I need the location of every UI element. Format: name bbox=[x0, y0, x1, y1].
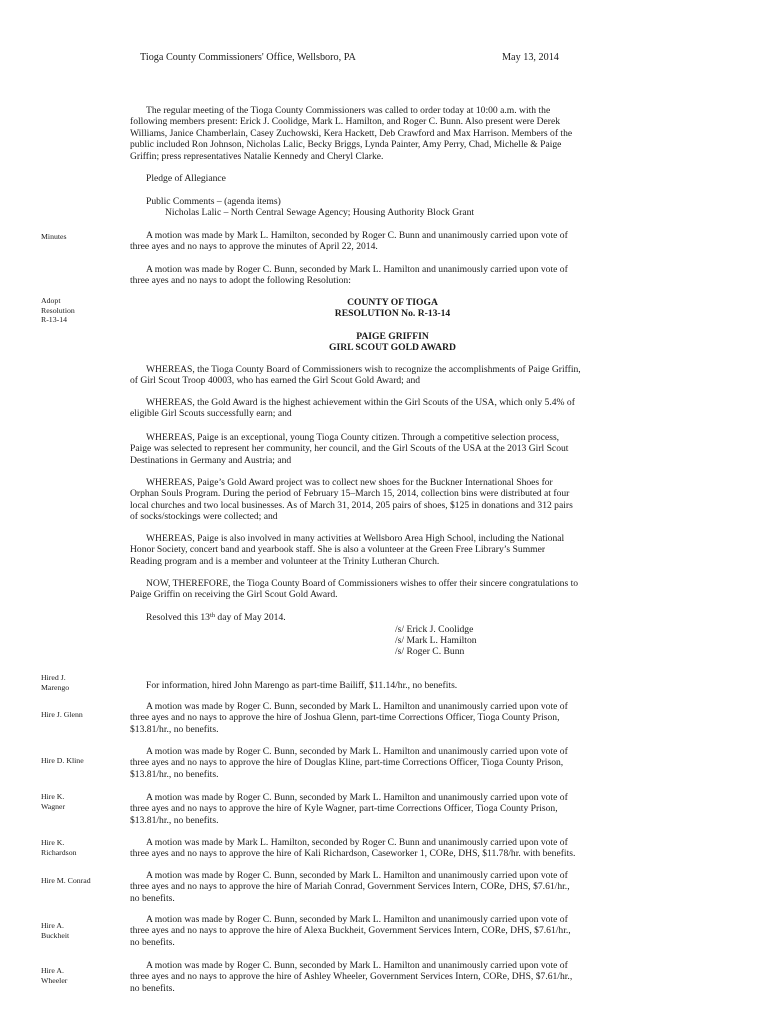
adopt-motion bbox=[130, 264, 655, 287]
resolution-number: RESOLUTION No. R-13-14 bbox=[334, 308, 451, 319]
hire-entry bbox=[130, 870, 655, 904]
resolution-honoree: PAIGE GRIFFIN bbox=[356, 331, 429, 342]
margin-label-line: Hire K. bbox=[41, 838, 65, 847]
motion-line: A motion was made by Roger C. Bunn, seconded by Mark L. Hamilton and unanimously carried upon vote of bbox=[146, 914, 568, 925]
signature-line: /s/ Roger C. Bunn bbox=[395, 646, 465, 657]
margin-label-hire bbox=[41, 792, 121, 811]
motion-line: A motion was made by Roger C. Bunn, seconded by Mark L. Hamilton and unanimously carried upon vote of bbox=[146, 746, 568, 757]
whereas-clause bbox=[130, 533, 655, 567]
margin-label-hire bbox=[41, 966, 121, 985]
intro-line: following members present: Erick J. Coolidge, Mark L. Hamilton, and Roger C. Bunn. Also present were Derek bbox=[130, 116, 561, 128]
hire-entry bbox=[130, 746, 655, 780]
margin-label-line: Wheeler bbox=[41, 975, 68, 985]
clause-line: WHEREAS, Paige’s Gold Award project was to collect new shoes for the Buckner International Shoes for bbox=[146, 477, 553, 488]
clause-line: eligible Girl Scouts successfully earn; and bbox=[130, 408, 292, 420]
margin-label-line: Resolution bbox=[41, 305, 75, 315]
margin-label-line: Wagner bbox=[41, 801, 66, 811]
motion-line: no benefits. bbox=[130, 936, 175, 948]
public-comments-detail: Nicholas Lalic – North Central Sewage Agency; Housing Authority Block Grant bbox=[165, 207, 475, 218]
margin-label-line: Hire D. Kline bbox=[41, 756, 84, 765]
intro-line: public included Ron Johnson, Nicholas Lalic, Becky Briggs, Lynda Painter, Amy Perry, Chad, Michelle & Paige bbox=[130, 139, 562, 151]
motion-line: A motion was made by Roger C. Bunn, seconded by Mark L. Hamilton and unanimously carried upon vote of bbox=[146, 701, 568, 712]
clause-line: Destinations in Germany and Austria; and bbox=[130, 454, 292, 466]
clause-line: of Girl Scout Troop 40003, who has earned the Girl Scout Gold Award; and bbox=[130, 375, 421, 387]
clause-line: WHEREAS, Paige is also involved in many activities at Wellsboro Area High School, including the National bbox=[146, 533, 565, 544]
hire-entry bbox=[130, 792, 655, 826]
motion-line: A motion was made by Mark L. Hamilton, seconded by Roger C. Bunn and unanimously carried upon vote of bbox=[146, 230, 568, 241]
margin-label-minutes: Minutes bbox=[41, 232, 67, 241]
motion-line: three ayes and no nays to approve the hire of Ashley Wheeler, Government Services Intern, CORe, DHS, $7.61/hr., bbox=[130, 971, 573, 983]
hire-entry bbox=[130, 680, 655, 691]
margin-label-hire bbox=[41, 710, 121, 720]
margin-label-hire bbox=[41, 921, 121, 940]
clause-line: Reading program and is a member and volunteer at the Trinity Lutheran Church. bbox=[130, 555, 440, 567]
motion-line: $13.81/hr., no benefits. bbox=[130, 814, 219, 826]
motion-line: A motion was made by Roger C. Bunn, seconded by Mark L. Hamilton and unanimously carried upon vote of bbox=[146, 960, 568, 971]
intro-line: Williams, Janice Chamberlain, Casey Zuchowski, Kera Hackett, Deb Crawford and Max Harrison. Members of the bbox=[130, 127, 573, 139]
margin-label-line: Hire A. bbox=[41, 921, 64, 930]
whereas-clause bbox=[130, 364, 655, 387]
margin-label-line: Marengo bbox=[41, 682, 70, 692]
motion-line: A motion was made by Roger C. Bunn, seconded by Mark L. Hamilton and unanimously carried upon vote of bbox=[146, 264, 568, 275]
motion-line: three ayes and no nays to approve the hire of Kyle Wagner, part-time Corrections Officer, Tioga County Prison, bbox=[130, 803, 558, 815]
margin-label-hire bbox=[41, 673, 121, 692]
signature-line: /s/ Erick J. Coolidge bbox=[395, 624, 474, 635]
hire-entry bbox=[130, 837, 655, 860]
resolved-line bbox=[146, 612, 286, 623]
margin-label-line: Hired J. bbox=[41, 673, 66, 682]
clause-line: WHEREAS, the Gold Award is the highest achievement within the Girl Scouts of the USA, which only 5.4% of bbox=[146, 397, 575, 408]
whereas-clause bbox=[130, 477, 655, 523]
motion-line: For information, hired John Marengo as part-time Bailiff, $11.14/hr., no benefits. bbox=[146, 680, 458, 691]
margin-label-line: Adopt bbox=[41, 296, 61, 305]
therefore-clause bbox=[130, 578, 655, 601]
public-comments-title: Public Comments – (agenda items) bbox=[146, 196, 281, 207]
pledge-line: Pledge of Allegiance bbox=[146, 173, 226, 184]
motion-line: $13.81/hr., no benefits. bbox=[130, 768, 219, 780]
whereas-clause bbox=[130, 397, 655, 420]
intro-paragraph bbox=[130, 105, 655, 162]
clause-line: local churches and two local businesses. As of March 31, 2014, 205 pairs of shoes, $125 in donations and 312 pairs bbox=[130, 499, 573, 511]
intro-line: The regular meeting of the Tioga County Commissioners was called to order today at 10:00 a.m. with the bbox=[146, 105, 551, 116]
resolved-ordinal: th bbox=[209, 612, 216, 619]
motion-line: three ayes and no nays to adopt the following Resolution: bbox=[130, 275, 351, 287]
margin-label-hire bbox=[41, 756, 121, 766]
motion-line: three ayes and no nays to approve the minutes of April 22, 2014. bbox=[130, 241, 378, 253]
clause-line: WHEREAS, Paige is an exceptional, young Tioga County citizen. Through a competitive selection process, bbox=[146, 432, 560, 443]
motion-line: three ayes and no nays to approve the hire of Kali Richardson, Caseworker 1, CORe, DHS, $11.78/hr. with benefits. bbox=[130, 848, 576, 860]
resolution-county: COUNTY OF TIOGA bbox=[347, 297, 438, 308]
motion-line: A motion was made by Mark L. Hamilton, seconded by Roger C. Bunn and unanimously carried upon vote of bbox=[146, 837, 568, 848]
hire-entry bbox=[130, 701, 655, 735]
clause-line: NOW, THEREFORE, the Tioga County Board of Commissioners wishes to offer their sincere congratulations to bbox=[146, 578, 579, 589]
motion-line: three ayes and no nays to approve the hire of Douglas Kline, part-time Corrections Officer, Tioga County Prison, bbox=[130, 757, 564, 769]
resolved-text: Resolved this 13 bbox=[146, 612, 210, 623]
intro-line: Griffin; press representatives Natalie Kennedy and Cheryl Clarke. bbox=[130, 150, 384, 162]
margin-label-line: Hire J. Glenn bbox=[41, 710, 83, 719]
clause-line: Paige was selected to represent her community, her council, and the Girl Scouts of the USA at the 2013 Girl Scout bbox=[130, 443, 569, 455]
clause-line: Paige Griffin on receiving the Girl Scout Gold Award. bbox=[130, 589, 338, 601]
whereas-clause bbox=[130, 432, 655, 466]
header-date: May 13, 2014 bbox=[502, 52, 559, 63]
clause-line: WHEREAS, the Tioga County Board of Commissioners wish to recognize the accomplishments of Paige Griffin, bbox=[146, 364, 581, 375]
motion-line: no benefits. bbox=[130, 982, 175, 994]
margin-label-hire bbox=[41, 838, 121, 857]
margin-label-line: Hire M. Conrad bbox=[41, 876, 91, 885]
resolved-text: day of May 2014. bbox=[215, 612, 286, 623]
margin-label-line: Richardson bbox=[41, 847, 77, 857]
margin-label-hire bbox=[41, 876, 121, 886]
signature-line: /s/ Mark L. Hamilton bbox=[395, 635, 477, 646]
header-office: Tioga County Commissioners' Office, Wellsboro, PA bbox=[140, 52, 356, 63]
motion-line: three ayes and no nays to approve the hire of Mariah Conrad, Government Services Intern, CORe, DHS, $7.61/hr., bbox=[130, 881, 570, 893]
margin-label-line: Hire A. bbox=[41, 966, 64, 975]
hire-entry bbox=[130, 914, 655, 948]
motion-line: A motion was made by Roger C. Bunn, seconded by Mark L. Hamilton and unanimously carried upon vote of bbox=[146, 870, 568, 881]
motion-line: A motion was made by Roger C. Bunn, seconded by Mark L. Hamilton and unanimously carried upon vote of bbox=[146, 792, 568, 803]
clause-line: of socks/stockings were collected; and bbox=[130, 511, 278, 523]
clause-line: Honor Society, concert band and yearbook staff. She is also a volunteer at the Green Free Library’s Summer bbox=[130, 544, 546, 556]
clause-line: Orphan Souls Program. During the period of February 15–March 15, 2014, collection bins were distributed at four bbox=[130, 488, 570, 500]
motion-line: three ayes and no nays to approve the hire of Alexa Buckheit, Government Services Intern, CORe, DHS, $7.61/hr., bbox=[130, 925, 571, 937]
motion-line: no benefits. bbox=[130, 892, 175, 904]
motion-line: three ayes and no nays to approve the hire of Joshua Glenn, part-time Corrections Officer, Tioga County Prison, bbox=[130, 712, 560, 724]
margin-label-line: Hire K. bbox=[41, 792, 65, 801]
resolution-award: GIRL SCOUT GOLD AWARD bbox=[329, 342, 456, 353]
hire-entry bbox=[130, 960, 655, 994]
motion-line: $13.81/hr., no benefits. bbox=[130, 723, 219, 735]
minutes-motion bbox=[130, 230, 655, 253]
margin-label-line: R-13-14 bbox=[41, 315, 67, 325]
margin-label-line: Buckheit bbox=[41, 930, 70, 940]
margin-label-resolution bbox=[41, 296, 121, 325]
